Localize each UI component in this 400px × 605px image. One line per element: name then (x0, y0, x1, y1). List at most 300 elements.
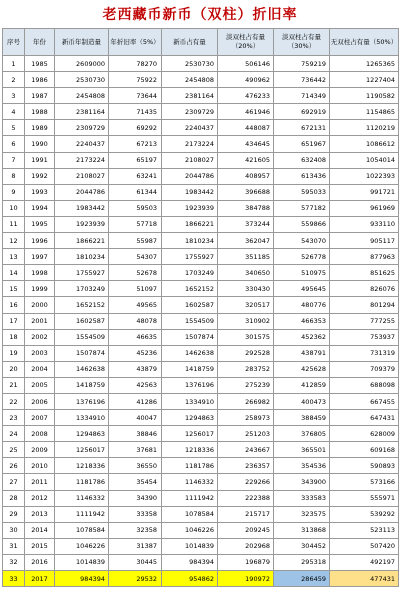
cell-holdings: 1111942 (162, 490, 218, 506)
cell-faint-pillars-30: 466353 (274, 313, 330, 329)
cell-annual-production: 1146332 (55, 490, 109, 506)
cell-holdings: 1418759 (162, 361, 218, 377)
col-header-faint-pillars-20: 淡双柱占有量（20%） (218, 29, 274, 56)
cell-depreciation: 57718 (109, 216, 162, 232)
cell-faint-pillars-20: 283752 (218, 361, 274, 377)
cell-no-pillars-50: 961969 (330, 200, 399, 216)
table-row (3, 377, 399, 393)
cell-holdings: 1866221 (162, 216, 218, 232)
col-header-annual-production: 新币年制造量 (55, 29, 109, 56)
cell-no-pillars-50: 647431 (330, 410, 399, 426)
cell-holdings: 1703249 (162, 265, 218, 281)
cell-no-pillars-50: 1086612 (330, 136, 399, 152)
cell-depreciation: 78270 (109, 56, 162, 72)
cell-faint-pillars-20: 448087 (218, 120, 274, 136)
cell-holdings: 1146332 (162, 474, 218, 490)
cell-annual-production: 1923939 (55, 216, 109, 232)
cell-faint-pillars-20: 236357 (218, 458, 274, 474)
cell-annual-production: 1602587 (55, 313, 109, 329)
header-row (3, 29, 399, 56)
cell-holdings: 1554509 (162, 313, 218, 329)
cell-faint-pillars-30: 343900 (274, 474, 330, 490)
table-row (3, 184, 399, 200)
cell-holdings: 2530730 (162, 56, 218, 72)
cell-index: 5 (3, 120, 25, 136)
cell-index: 22 (3, 393, 25, 409)
cell-depreciation: 38846 (109, 426, 162, 442)
cell-index: 4 (3, 104, 25, 120)
cell-faint-pillars-30: 495645 (274, 281, 330, 297)
cell-faint-pillars-20: 340650 (218, 265, 274, 281)
cell-depreciation: 75922 (109, 72, 162, 88)
cell-faint-pillars-20: 476233 (218, 88, 274, 104)
cell-year: 2010 (25, 458, 55, 474)
cell-faint-pillars-30: 736442 (274, 72, 330, 88)
cell-holdings: 1462638 (162, 345, 218, 361)
cell-depreciation: 30445 (109, 554, 162, 570)
cell-holdings: 1256017 (162, 426, 218, 442)
cell-no-pillars-50: 477431 (330, 571, 399, 587)
cell-faint-pillars-20: 202968 (218, 538, 274, 554)
cell-no-pillars-50: 709379 (330, 361, 399, 377)
cell-year: 2015 (25, 538, 55, 554)
cell-depreciation: 54307 (109, 249, 162, 265)
cell-year: 1991 (25, 152, 55, 168)
table-row (3, 216, 399, 232)
cell-depreciation: 40047 (109, 410, 162, 426)
cell-annual-production: 1181786 (55, 474, 109, 490)
cell-year: 1998 (25, 265, 55, 281)
cell-annual-production: 2044786 (55, 184, 109, 200)
cell-year: 1985 (25, 56, 55, 72)
cell-annual-production: 1111942 (55, 506, 109, 522)
cell-year: 1999 (25, 281, 55, 297)
cell-annual-production: 984394 (55, 571, 109, 587)
table-row (3, 571, 399, 587)
cell-faint-pillars-20: 320517 (218, 297, 274, 313)
cell-index: 33 (3, 571, 25, 587)
cell-faint-pillars-30: 388459 (274, 410, 330, 426)
cell-faint-pillars-20: 362047 (218, 233, 274, 249)
table-row (3, 297, 399, 313)
cell-depreciation: 55987 (109, 233, 162, 249)
cell-index: 20 (3, 361, 25, 377)
cell-index: 18 (3, 329, 25, 345)
cell-year: 1987 (25, 88, 55, 104)
cell-annual-production: 1703249 (55, 281, 109, 297)
cell-faint-pillars-20: 310902 (218, 313, 274, 329)
cell-year: 1988 (25, 104, 55, 120)
cell-depreciation: 51097 (109, 281, 162, 297)
cell-year: 2009 (25, 442, 55, 458)
cell-annual-production: 1810234 (55, 249, 109, 265)
cell-index: 25 (3, 442, 25, 458)
cell-no-pillars-50: 1154865 (330, 104, 399, 120)
cell-faint-pillars-20: 196879 (218, 554, 274, 570)
cell-depreciation: 61344 (109, 184, 162, 200)
cell-year: 2008 (25, 426, 55, 442)
table-row (3, 200, 399, 216)
cell-year: 2016 (25, 554, 55, 570)
cell-depreciation: 36550 (109, 458, 162, 474)
table-row (3, 120, 399, 136)
cell-year: 1996 (25, 233, 55, 249)
cell-faint-pillars-30: 354536 (274, 458, 330, 474)
cell-faint-pillars-20: 396688 (218, 184, 274, 200)
cell-depreciation: 31387 (109, 538, 162, 554)
cell-index: 17 (3, 313, 25, 329)
col-header-depreciation: 年折旧率（5%） (109, 29, 162, 56)
table-row (3, 410, 399, 426)
cell-holdings: 1181786 (162, 458, 218, 474)
cell-index: 21 (3, 377, 25, 393)
cell-no-pillars-50: 933110 (330, 216, 399, 232)
cell-annual-production: 1866221 (55, 233, 109, 249)
cell-faint-pillars-20: 330430 (218, 281, 274, 297)
table-row (3, 72, 399, 88)
cell-no-pillars-50: 555971 (330, 490, 399, 506)
cell-holdings: 1294863 (162, 410, 218, 426)
cell-annual-production: 2609000 (55, 56, 109, 72)
cell-faint-pillars-30: 543070 (274, 233, 330, 249)
table-row (3, 104, 399, 120)
cell-faint-pillars-20: 243667 (218, 442, 274, 458)
cell-year: 2002 (25, 329, 55, 345)
cell-depreciation: 45236 (109, 345, 162, 361)
cell-faint-pillars-30: 613436 (274, 168, 330, 184)
cell-depreciation: 35454 (109, 474, 162, 490)
cell-annual-production: 1218336 (55, 458, 109, 474)
cell-annual-production: 2454808 (55, 88, 109, 104)
table-row (3, 393, 399, 409)
cell-annual-production: 1014839 (55, 554, 109, 570)
cell-no-pillars-50: 1022393 (330, 168, 399, 184)
table-row (3, 329, 399, 345)
table-row (3, 442, 399, 458)
cell-faint-pillars-30: 425628 (274, 361, 330, 377)
cell-no-pillars-50: 851625 (330, 265, 399, 281)
cell-annual-production: 2530730 (55, 72, 109, 88)
table-row (3, 361, 399, 377)
cell-no-pillars-50: 628009 (330, 426, 399, 442)
table-row (3, 345, 399, 361)
cell-year: 2003 (25, 345, 55, 361)
cell-no-pillars-50: 777255 (330, 313, 399, 329)
cell-index: 10 (3, 200, 25, 216)
cell-faint-pillars-30: 714349 (274, 88, 330, 104)
cell-year: 1989 (25, 120, 55, 136)
cell-holdings: 984394 (162, 554, 218, 570)
cell-faint-pillars-30: 438791 (274, 345, 330, 361)
cell-annual-production: 1046226 (55, 538, 109, 554)
cell-faint-pillars-20: 209245 (218, 522, 274, 538)
cell-depreciation: 52678 (109, 265, 162, 281)
cell-depreciation: 59503 (109, 200, 162, 216)
cell-faint-pillars-20: 373244 (218, 216, 274, 232)
cell-faint-pillars-30: 632408 (274, 152, 330, 168)
cell-year: 2001 (25, 313, 55, 329)
table-body (3, 56, 399, 587)
cell-faint-pillars-30: 526778 (274, 249, 330, 265)
cell-depreciation: 73644 (109, 88, 162, 104)
cell-depreciation: 49565 (109, 297, 162, 313)
cell-faint-pillars-30: 510975 (274, 265, 330, 281)
cell-year: 2006 (25, 393, 55, 409)
cell-year: 1990 (25, 136, 55, 152)
cell-year: 2013 (25, 506, 55, 522)
table-row (3, 554, 399, 570)
cell-index: 19 (3, 345, 25, 361)
cell-holdings: 1652152 (162, 281, 218, 297)
cell-depreciation: 63241 (109, 168, 162, 184)
cell-no-pillars-50: 1227404 (330, 72, 399, 88)
cell-faint-pillars-30: 759219 (274, 56, 330, 72)
cell-no-pillars-50: 731319 (330, 345, 399, 361)
col-header-holdings: 新币占有量 (162, 29, 218, 56)
cell-faint-pillars-20: 258973 (218, 410, 274, 426)
cell-index: 7 (3, 152, 25, 168)
cell-faint-pillars-30: 651967 (274, 136, 330, 152)
table-row (3, 56, 399, 72)
cell-annual-production: 1652152 (55, 297, 109, 313)
cell-no-pillars-50: 877963 (330, 249, 399, 265)
cell-holdings: 1334910 (162, 393, 218, 409)
cell-annual-production: 1418759 (55, 377, 109, 393)
cell-no-pillars-50: 1190582 (330, 88, 399, 104)
cell-index: 29 (3, 506, 25, 522)
cell-holdings: 1602587 (162, 297, 218, 313)
table-row (3, 474, 399, 490)
cell-faint-pillars-20: 275239 (218, 377, 274, 393)
cell-year: 1992 (25, 168, 55, 184)
col-header-year: 年份 (25, 29, 55, 56)
col-header-no-pillars-50: 无双柱占有量（50%） (330, 29, 399, 56)
cell-holdings: 1507874 (162, 329, 218, 345)
cell-faint-pillars-30: 452362 (274, 329, 330, 345)
cell-index: 31 (3, 538, 25, 554)
table-row (3, 265, 399, 281)
cell-depreciation: 43879 (109, 361, 162, 377)
cell-year: 1994 (25, 200, 55, 216)
cell-holdings: 1078584 (162, 506, 218, 522)
cell-faint-pillars-20: 222388 (218, 490, 274, 506)
cell-faint-pillars-20: 490962 (218, 72, 274, 88)
cell-faint-pillars-20: 190972 (218, 571, 274, 587)
cell-annual-production: 1983442 (55, 200, 109, 216)
page-title: 老西藏币新币（双柱）折旧率 (102, 7, 298, 23)
cell-year: 2000 (25, 297, 55, 313)
cell-index: 15 (3, 281, 25, 297)
cell-index: 8 (3, 168, 25, 184)
cell-no-pillars-50: 991721 (330, 184, 399, 200)
cell-no-pillars-50: 667455 (330, 393, 399, 409)
cell-year: 1993 (25, 184, 55, 200)
cell-depreciation: 41286 (109, 393, 162, 409)
cell-year: 2012 (25, 490, 55, 506)
cell-faint-pillars-30: 412859 (274, 377, 330, 393)
cell-faint-pillars-20: 434645 (218, 136, 274, 152)
cell-index: 11 (3, 216, 25, 232)
cell-faint-pillars-30: 295318 (274, 554, 330, 570)
col-header-index: 序号 (3, 29, 25, 56)
table-row (3, 88, 399, 104)
cell-no-pillars-50: 573166 (330, 474, 399, 490)
cell-index: 23 (3, 410, 25, 426)
cell-depreciation: 34390 (109, 490, 162, 506)
table-row (3, 458, 399, 474)
table-row (3, 136, 399, 152)
cell-index: 9 (3, 184, 25, 200)
cell-depreciation: 42563 (109, 377, 162, 393)
cell-year: 2004 (25, 361, 55, 377)
cell-faint-pillars-20: 251203 (218, 426, 274, 442)
cell-faint-pillars-30: 333583 (274, 490, 330, 506)
cell-depreciation: 37681 (109, 442, 162, 458)
cell-annual-production: 2309729 (55, 120, 109, 136)
cell-year: 2005 (25, 377, 55, 393)
cell-depreciation: 46635 (109, 329, 162, 345)
table-row (3, 538, 399, 554)
cell-depreciation: 32358 (109, 522, 162, 538)
cell-no-pillars-50: 492197 (330, 554, 399, 570)
cell-no-pillars-50: 1265365 (330, 56, 399, 72)
cell-annual-production: 1755927 (55, 265, 109, 281)
cell-annual-production: 1078584 (55, 522, 109, 538)
cell-index: 6 (3, 136, 25, 152)
cell-depreciation: 69292 (109, 120, 162, 136)
cell-faint-pillars-20: 301575 (218, 329, 274, 345)
cell-faint-pillars-30: 313868 (274, 522, 330, 538)
cell-holdings: 2381164 (162, 88, 218, 104)
cell-holdings: 1218336 (162, 442, 218, 458)
table-row (3, 506, 399, 522)
cell-no-pillars-50: 523113 (330, 522, 399, 538)
table-row (3, 281, 399, 297)
cell-annual-production: 1294863 (55, 426, 109, 442)
cell-faint-pillars-30: 577182 (274, 200, 330, 216)
cell-annual-production: 2381164 (55, 104, 109, 120)
cell-annual-production: 1376196 (55, 393, 109, 409)
cell-faint-pillars-30: 480776 (274, 297, 330, 313)
cell-index: 3 (3, 88, 25, 104)
col-header-faint-pillars-30: 淡双柱占有量（30%） (274, 29, 330, 56)
cell-year: 1997 (25, 249, 55, 265)
cell-depreciation: 71435 (109, 104, 162, 120)
cell-annual-production: 1256017 (55, 442, 109, 458)
cell-faint-pillars-30: 365501 (274, 442, 330, 458)
table-row (3, 313, 399, 329)
cell-faint-pillars-30: 692919 (274, 104, 330, 120)
cell-faint-pillars-20: 266982 (218, 393, 274, 409)
cell-index: 30 (3, 522, 25, 538)
cell-year: 2011 (25, 474, 55, 490)
cell-faint-pillars-20: 461946 (218, 104, 274, 120)
cell-index: 1 (3, 56, 25, 72)
cell-faint-pillars-30: 286459 (274, 571, 330, 587)
cell-depreciation: 48078 (109, 313, 162, 329)
cell-index: 24 (3, 426, 25, 442)
cell-holdings: 2454808 (162, 72, 218, 88)
cell-holdings: 2309729 (162, 104, 218, 120)
cell-faint-pillars-20: 421605 (218, 152, 274, 168)
cell-holdings: 954862 (162, 571, 218, 587)
cell-depreciation: 29532 (109, 571, 162, 587)
cell-faint-pillars-20: 229266 (218, 474, 274, 490)
table-header (3, 29, 399, 56)
cell-holdings: 2044786 (162, 168, 218, 184)
cell-holdings: 2240437 (162, 120, 218, 136)
table-row (3, 490, 399, 506)
cell-annual-production: 2240437 (55, 136, 109, 152)
table-row (3, 522, 399, 538)
cell-no-pillars-50: 905117 (330, 233, 399, 249)
table-row (3, 233, 399, 249)
cell-depreciation: 65197 (109, 152, 162, 168)
cell-index: 26 (3, 458, 25, 474)
cell-holdings: 1014839 (162, 538, 218, 554)
cell-faint-pillars-30: 672131 (274, 120, 330, 136)
cell-index: 32 (3, 554, 25, 570)
cell-faint-pillars-20: 292528 (218, 345, 274, 361)
cell-faint-pillars-30: 323575 (274, 506, 330, 522)
cell-depreciation: 33358 (109, 506, 162, 522)
cell-index: 27 (3, 474, 25, 490)
cell-annual-production: 1554509 (55, 329, 109, 345)
cell-faint-pillars-30: 559866 (274, 216, 330, 232)
cell-faint-pillars-30: 376805 (274, 426, 330, 442)
cell-no-pillars-50: 590893 (330, 458, 399, 474)
cell-year: 2007 (25, 410, 55, 426)
cell-faint-pillars-20: 215717 (218, 506, 274, 522)
depreciation-table (2, 28, 399, 587)
cell-holdings: 1810234 (162, 233, 218, 249)
cell-year: 2014 (25, 522, 55, 538)
cell-holdings: 1755927 (162, 249, 218, 265)
cell-index: 14 (3, 265, 25, 281)
cell-index: 16 (3, 297, 25, 313)
cell-holdings: 1983442 (162, 184, 218, 200)
cell-annual-production: 1334910 (55, 410, 109, 426)
cell-holdings: 1376196 (162, 377, 218, 393)
cell-index: 13 (3, 249, 25, 265)
cell-faint-pillars-20: 506146 (218, 56, 274, 72)
cell-no-pillars-50: 1120219 (330, 120, 399, 136)
cell-no-pillars-50: 609168 (330, 442, 399, 458)
cell-faint-pillars-30: 595033 (274, 184, 330, 200)
cell-holdings: 2108027 (162, 152, 218, 168)
cell-no-pillars-50: 507420 (330, 538, 399, 554)
cell-annual-production: 2173224 (55, 152, 109, 168)
cell-annual-production: 1507874 (55, 345, 109, 361)
cell-annual-production: 2108027 (55, 168, 109, 184)
cell-index: 28 (3, 490, 25, 506)
table-row (3, 426, 399, 442)
cell-no-pillars-50: 801294 (330, 297, 399, 313)
table-row (3, 249, 399, 265)
table-row (3, 152, 399, 168)
cell-faint-pillars-20: 408957 (218, 168, 274, 184)
cell-no-pillars-50: 539292 (330, 506, 399, 522)
cell-holdings: 1046226 (162, 522, 218, 538)
cell-faint-pillars-30: 304452 (274, 538, 330, 554)
cell-year: 1986 (25, 72, 55, 88)
cell-holdings: 1923939 (162, 200, 218, 216)
cell-year: 1995 (25, 216, 55, 232)
cell-faint-pillars-30: 400473 (274, 393, 330, 409)
cell-index: 12 (3, 233, 25, 249)
cell-no-pillars-50: 753937 (330, 329, 399, 345)
table-row (3, 168, 399, 184)
